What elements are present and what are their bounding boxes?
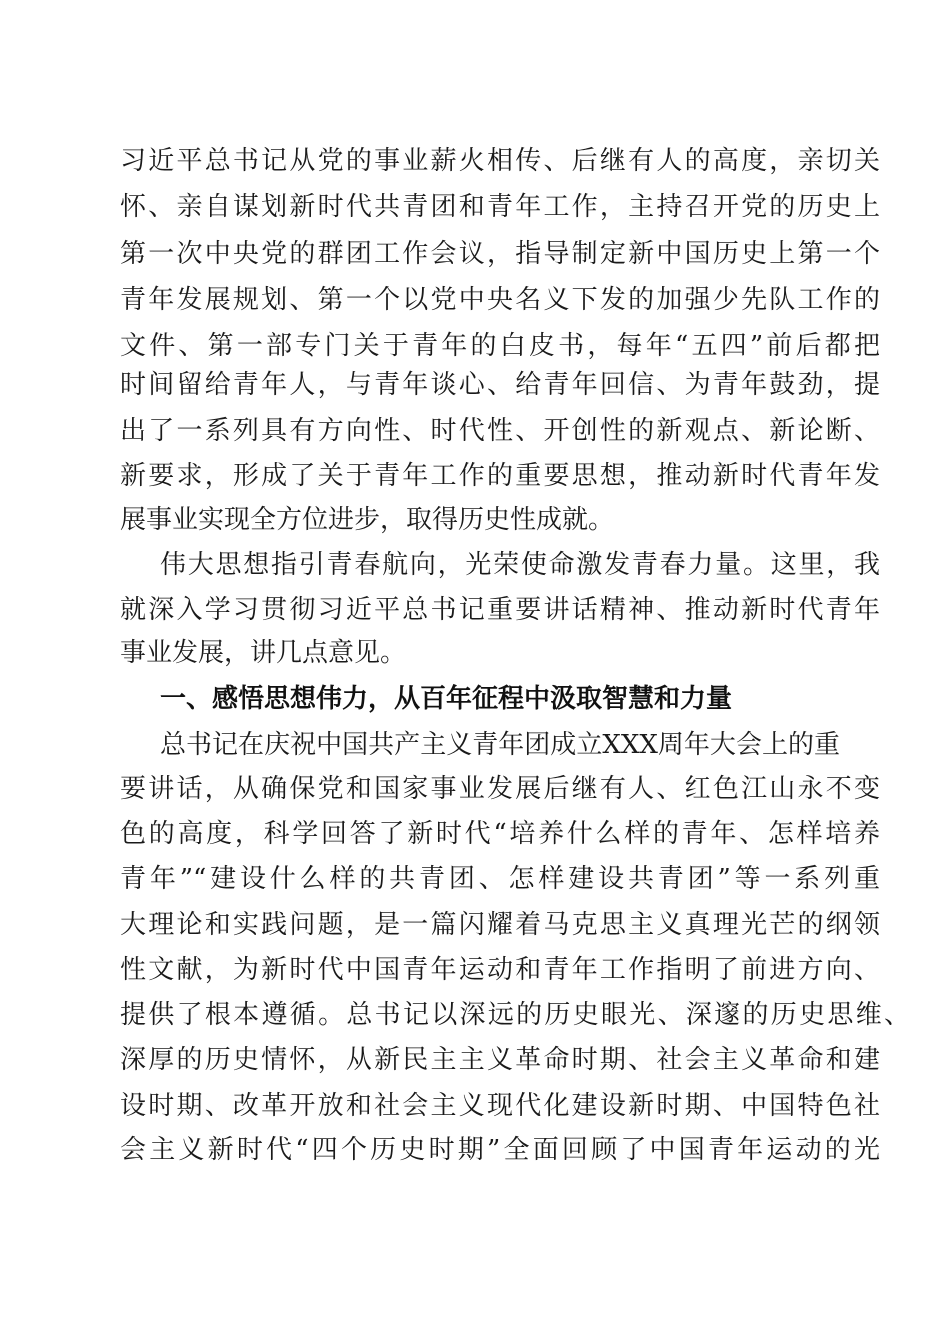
- paragraph-3-line: 青年”“建设什么样的共青团、怎样建设共青团”等一系列重: [120, 864, 880, 894]
- paragraph-1-line: 怀、亲自谋划新时代共青团和青年工作，主持召开党的历史上: [120, 192, 880, 222]
- paragraph-1-line: 出了一系列具有方向性、时代性、开创性的新观点、新论断、: [120, 416, 880, 446]
- paragraph-3-line: 总书记在庆祝中国共产主义青年团成立XXX周年大会上的重: [160, 730, 840, 760]
- paragraph-1-line: 第一次中央党的群团工作会议，指导制定新中国历史上第一个: [120, 239, 880, 269]
- paragraph-2-line: 事业发展，讲几点意见。: [120, 638, 407, 668]
- paragraph-1-line: 时间留给青年人，与青年谈心、给青年回信、为青年鼓劲，提: [120, 370, 880, 400]
- paragraph-1-line: 青年发展规划、第一个以党中央名义下发的加强少先队工作的: [120, 285, 880, 315]
- paragraph-3-line: 深厚的历史情怀，从新民主主义革命时期、社会主义革命和建: [120, 1045, 880, 1075]
- paragraph-1-line: 习近平总书记从党的事业薪火相传、后继有人的高度，亲切关: [120, 146, 880, 176]
- paragraph-1-line: 文件、第一部专门关于青年的白皮书，每年“五四”前后都把: [120, 331, 880, 361]
- paragraph-1-line: 展事业实现全方位进步，取得历史性成就。: [120, 505, 615, 535]
- paragraph-3-line: 提供了根本遵循。总书记以深远的历史眼光、深邃的历史思维、: [120, 1000, 910, 1030]
- paragraph-3-line: 设时期、改革开放和社会主义现代化建设新时期、中国特色社: [120, 1091, 880, 1121]
- paragraph-2-line: 伟大思想指引青春航向，光荣使命激发青春力量。这里，我: [160, 550, 880, 580]
- paragraph-3-line: 大理论和实践问题，是一篇闪耀着马克思主义真理光芒的纲领: [120, 910, 880, 940]
- paragraph-3-line: 会主义新时代“四个历史时期”全面回顾了中国青年运动的光: [120, 1135, 880, 1165]
- section-heading: 一、感悟思想伟力，从百年征程中汲取智慧和力量: [160, 684, 733, 714]
- paragraph-3-line: 要讲话，从确保党和国家事业发展后继有人、红色江山永不变: [120, 774, 880, 804]
- paragraph-1-line: 新要求，形成了关于青年工作的重要思想，推动新时代青年发: [120, 461, 880, 491]
- paragraph-3-line: 色的高度，科学回答了新时代“培养什么样的青年、怎样培养: [120, 819, 880, 849]
- paragraph-3-line: 性文献，为新时代中国青年运动和青年工作指明了前进方向、: [120, 955, 880, 985]
- paragraph-2-line: 就深入学习贯彻习近平总书记重要讲话精神、推动新时代青年: [120, 595, 880, 625]
